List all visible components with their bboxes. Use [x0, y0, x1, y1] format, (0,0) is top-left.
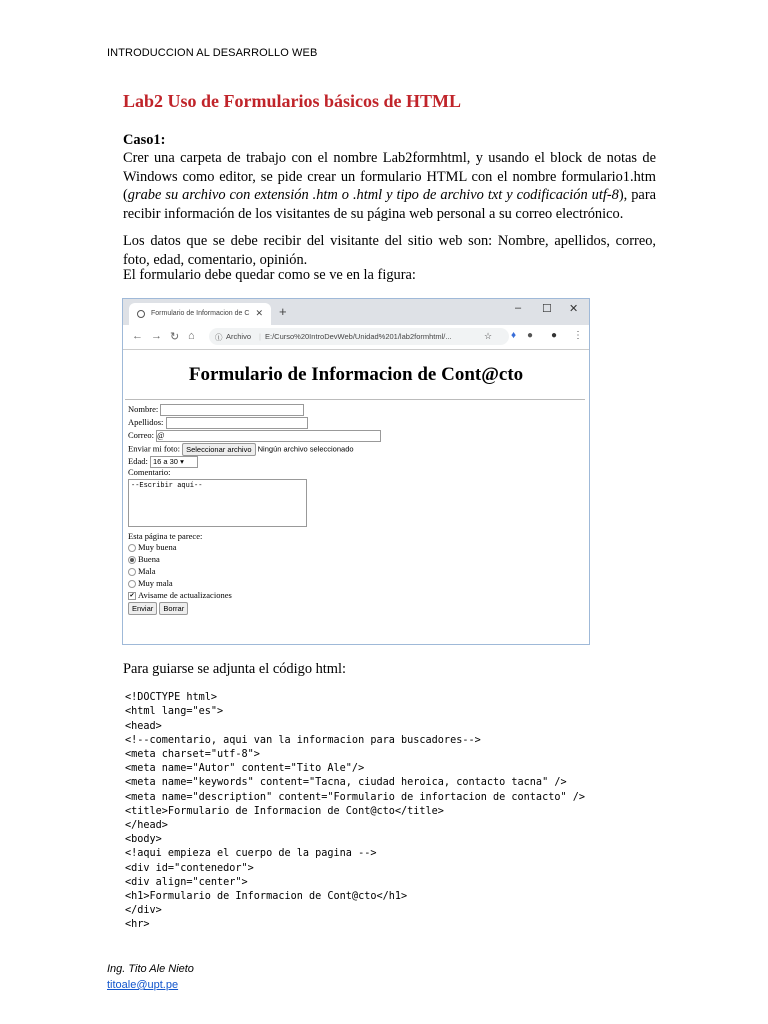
- browser-figure: [122, 298, 590, 645]
- code-listing: [125, 677, 585, 947]
- radio-icon[interactable]: [128, 580, 136, 588]
- home-icon[interactable]: ⌂: [188, 330, 195, 342]
- star-icon[interactable]: ☆: [484, 331, 493, 341]
- code-line: <meta name="Autor" content="Tito Ale"/>: [125, 763, 365, 775]
- code-line: <title>Formulario de Informacion de Cont@cto</title>: [125, 805, 444, 817]
- code-line: <meta charset="utf-8">: [125, 749, 260, 761]
- form-heading: Formulario de Informacion de Cont@cto: [188, 364, 524, 385]
- parece-label: Esta página te parece:: [128, 531, 203, 541]
- info-icon: ⓘ: [215, 333, 223, 342]
- code-line: </div>: [125, 905, 162, 917]
- code-line: <h1>Formulario de Informacion de Cont@cto</h1>: [125, 891, 408, 903]
- footer-author: Ing. Tito Ale Nieto: [107, 963, 194, 975]
- address-bar[interactable]: [209, 328, 509, 345]
- browser-toolbar: [123, 325, 589, 350]
- minimize-icon[interactable]: –: [515, 302, 522, 314]
- document-title: Lab2 Uso de Formularios básicos de HTML: [123, 91, 462, 111]
- borrar-button[interactable]: Borrar: [159, 602, 188, 615]
- radio-selected-icon[interactable]: [128, 556, 136, 564]
- edad-select-value: 16 a 30: [152, 457, 178, 467]
- paragraph-1-text-a: Crer una carpeta de trabajo con el nombre Lab2formhtml, y usando el block de notas de Windows como editor, se pide crear un formulario HTML con el nombre formulario1.htm (: [123, 150, 656, 204]
- code-line: <!aqui empieza el cuerpo de la pagina -->: [125, 848, 377, 860]
- correo-input[interactable]: @: [156, 430, 381, 442]
- option-label: Mala: [138, 566, 156, 576]
- apellidos-label: Apellidos:: [128, 417, 164, 427]
- correo-label: Correo:: [128, 430, 154, 440]
- url-label: Archivo: [226, 332, 252, 341]
- page-header: INTRODUCCION AL DESARROLLO WEB: [107, 47, 318, 59]
- code-line: <!--comentario, aqui van la informacion para buscadores-->: [125, 734, 481, 746]
- foto-label: Enviar mi foto:: [128, 443, 180, 454]
- option-label: Muy mala: [138, 578, 173, 588]
- extension-icon[interactable]: ♦: [511, 330, 517, 341]
- radio-icon[interactable]: [128, 568, 136, 576]
- edad-label: Edad:: [128, 456, 148, 466]
- nombre-input[interactable]: [160, 404, 304, 416]
- code-line: <head>: [125, 720, 162, 732]
- enviar-button[interactable]: Enviar: [128, 602, 157, 615]
- tab-title: Formulario de Informacion de C: [151, 310, 250, 317]
- paragraph-2: Los datos que se debe recibir del visitante del sitio web son: Nombre, apellidos, correo, foto, edad, comentario, opinión.: [123, 233, 656, 268]
- browser-tab[interactable]: [129, 303, 271, 325]
- extension-2-icon[interactable]: ●: [527, 330, 534, 341]
- apellidos-input[interactable]: [166, 417, 308, 429]
- code-line: <meta name="keywords" content="Tacna, ciudad heroica, contacto tacna" />: [125, 777, 567, 789]
- code-line: </head>: [125, 820, 168, 832]
- chevron-down-icon: ▾: [180, 457, 184, 467]
- radio-icon[interactable]: [128, 544, 136, 552]
- file-status: Ningún archivo seleccionado: [257, 444, 354, 454]
- apellidos-row: [128, 417, 308, 429]
- code-line: <div id="contenedor">: [125, 862, 254, 874]
- globe-icon: [137, 310, 145, 318]
- forward-icon[interactable]: →: [151, 330, 162, 342]
- code-line: <!DOCTYPE html>: [125, 692, 218, 704]
- foto-row: [128, 443, 354, 456]
- new-tab-icon[interactable]: +: [279, 304, 287, 319]
- back-icon[interactable]: ←: [132, 330, 143, 342]
- paragraph-3: El formulario debe quedar como se ve en la figura:: [123, 267, 416, 283]
- nombre-row: [128, 404, 304, 416]
- nombre-label: Nombre:: [128, 404, 159, 414]
- url-divider: |: [259, 332, 261, 341]
- code-line: <meta name="description" content="Formulario de infortacion de contacto" />: [125, 791, 586, 803]
- code-line: <body>: [125, 834, 162, 846]
- caso-label: Caso1:: [123, 132, 166, 148]
- guide-text: Para guiarse se adjunta el código html:: [123, 661, 346, 677]
- form-buttons: [128, 602, 188, 615]
- option-buena[interactable]: [128, 554, 160, 564]
- paragraph-1: [123, 149, 656, 223]
- file-select-button[interactable]: Seleccionar archivo: [182, 443, 255, 456]
- correo-row: [128, 430, 381, 442]
- paragraph-1-text-b: ), para recibir información de los visitantes de su página web personal a su correo electrónico.: [123, 187, 656, 222]
- maximize-icon[interactable]: ☐: [542, 303, 552, 315]
- menu-icon[interactable]: ⋮: [573, 330, 583, 341]
- code-line: <hr>: [125, 919, 150, 931]
- option-mala[interactable]: [128, 566, 155, 576]
- checkbox-label: Avisame de actualizaciones: [138, 590, 232, 600]
- checkmark-icon[interactable]: ✔: [129, 593, 135, 600]
- reload-icon[interactable]: ↻: [170, 331, 180, 343]
- option-label: Muy buena: [138, 542, 177, 552]
- paragraph-1-italic: grabe su archivo con extensión .htm o .html y tipo de archivo txt y codificación utf-8: [127, 187, 619, 204]
- url-text: E:/Curso%20IntroDevWeb/Unidad%201/lab2formhtml/...: [265, 332, 452, 341]
- updates-checkbox-row[interactable]: [128, 590, 232, 600]
- tab-close-icon[interactable]: ✕: [255, 308, 263, 318]
- comentario-label: Comentario:: [128, 467, 171, 477]
- option-muy-mala[interactable]: [128, 578, 173, 588]
- browser-tabbar: [123, 299, 589, 325]
- option-label: Buena: [138, 554, 160, 564]
- profile-icon[interactable]: ●: [551, 330, 558, 341]
- option-muy-buena[interactable]: [128, 542, 176, 552]
- footer-email-link[interactable]: titoale@upt.pe: [107, 979, 179, 991]
- comentario-textarea[interactable]: --Escribir aquí--: [128, 479, 307, 527]
- close-window-icon[interactable]: ✕: [569, 303, 579, 315]
- code-line: <html lang="es">: [125, 706, 224, 718]
- form-divider: [125, 399, 585, 400]
- code-line: <div align="center">: [125, 876, 248, 888]
